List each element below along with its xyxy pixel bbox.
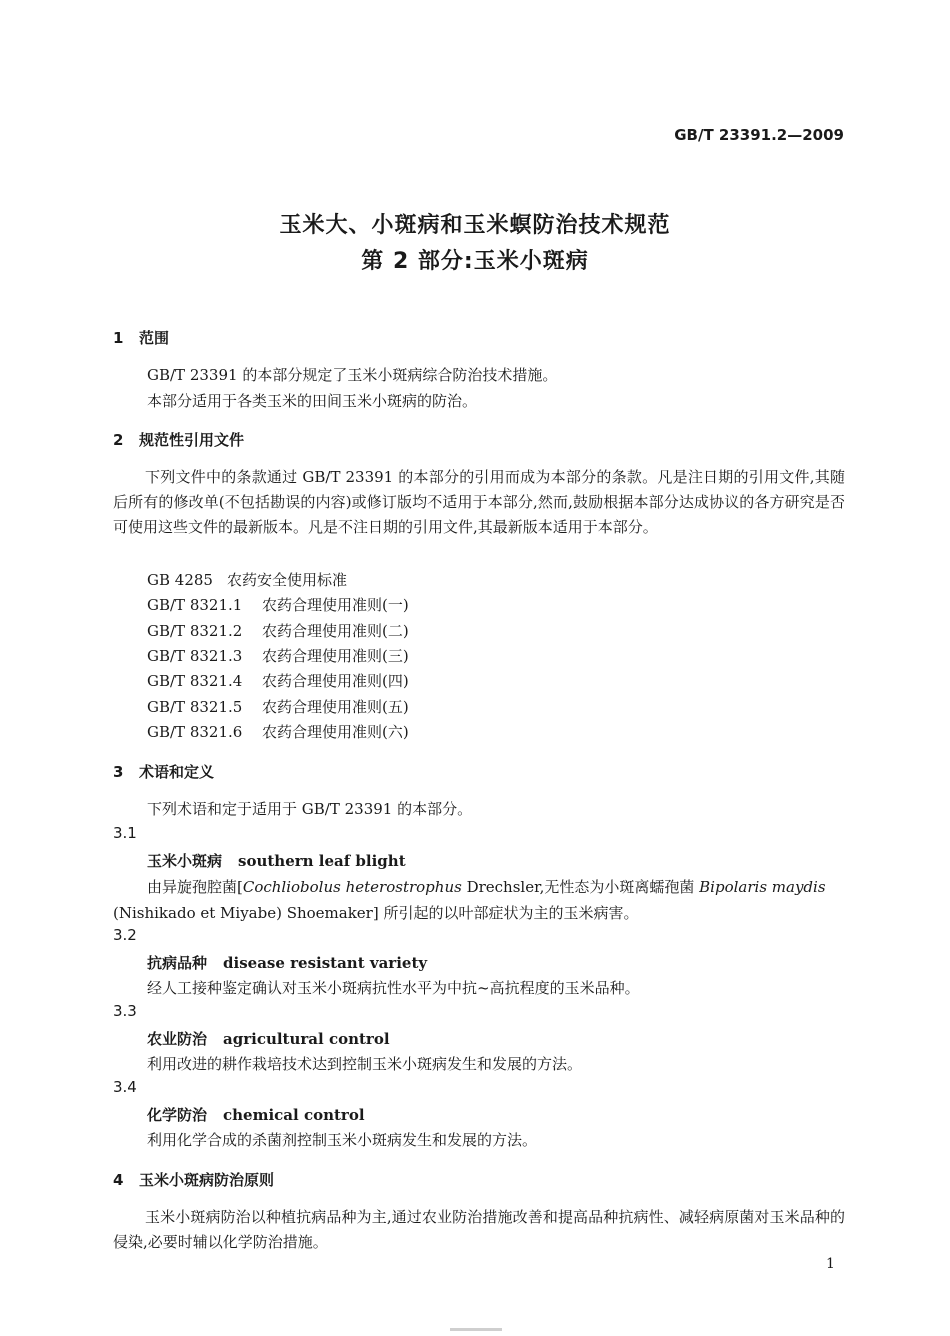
section-3-heading bbox=[113, 761, 214, 782]
section-title: 玉米小斑病防治原则 bbox=[139, 1171, 275, 1189]
section-1-paragraph-1: GB/T 23391 的本部分规定了玉米小斑病综合防治技术措施。 bbox=[147, 366, 558, 384]
term-definition: 经人工接种鉴定确认对玉米小斑病抗性水平为中抗~高抗程度的玉米品种。 bbox=[147, 979, 640, 997]
reference-title: 农药合理使用准则(四) bbox=[262, 672, 409, 690]
standard-code: GB/T 23391.2—2009 bbox=[674, 126, 844, 144]
term-definition: 利用化学合成的杀菌剂控制玉米小斑病发生和发展的方法。 bbox=[147, 1131, 538, 1149]
term-definition: 利用改进的耕作栽培技术达到控制玉米小斑病发生和发展的方法。 bbox=[147, 1055, 583, 1073]
term-english: chemical control bbox=[223, 1106, 365, 1124]
reference-title: 农药安全使用标准 bbox=[227, 571, 348, 589]
section-1-heading bbox=[113, 327, 169, 348]
term-chinese: 抗病品种 bbox=[147, 954, 208, 972]
section-2-intro: 下列文件中的条款通过 GB/T 23391 的本部分的引用而成为本部分的条款。凡是注日期的引用文件,其随后所有的修改单(不包括勘误的内容)或修订版均不适用于本部分,然而,鼓励根据本部分达成协议的各方研究是否可使用这些文件的最新版本。凡是不注日期的引用文件,其最新版本适用于本部分。 bbox=[113, 468, 845, 536]
reference-code: GB/T 8321.5 bbox=[147, 698, 243, 716]
term-heading bbox=[147, 1028, 390, 1049]
footer-mark bbox=[450, 1328, 502, 1331]
term-heading bbox=[147, 1104, 365, 1125]
reference-code: GB 4285 bbox=[147, 571, 213, 589]
term-heading bbox=[147, 952, 427, 973]
reference-item bbox=[147, 569, 347, 590]
term-chinese: 农业防治 bbox=[147, 1030, 208, 1048]
reference-item bbox=[147, 645, 409, 666]
term-number: 3.2 bbox=[113, 926, 137, 944]
page-number: 1 bbox=[826, 1256, 835, 1272]
section-2-heading bbox=[113, 429, 244, 450]
term-number: 3.4 bbox=[113, 1078, 137, 1096]
term-chinese: 化学防治 bbox=[147, 1106, 208, 1124]
section-title: 范围 bbox=[139, 329, 170, 347]
term-definition-line2: (Nishikado et Miyabe) Shoemaker] 所引起的以叶部症状为主的玉米病害。 bbox=[113, 904, 639, 922]
reference-title: 农药合理使用准则(五) bbox=[262, 698, 409, 716]
section-number: 1 bbox=[113, 329, 124, 347]
term-number: 3.1 bbox=[113, 824, 137, 842]
reference-title: 农药合理使用准则(二) bbox=[262, 622, 409, 640]
reference-item bbox=[147, 696, 409, 717]
reference-item bbox=[147, 594, 409, 615]
document-title-line2: 第 2 部分:玉米小斑病 bbox=[361, 249, 589, 274]
reference-code: GB/T 8321.4 bbox=[147, 672, 243, 690]
term-chinese: 玉米小斑病 bbox=[147, 852, 223, 870]
section-4-paragraph: 玉米小斑病防治以种植抗病品种为主,通过农业防治措施改善和提高品种抗病性、减轻病原菌对玉米品种的侵染,必要时辅以化学防治措施。 bbox=[113, 1208, 845, 1251]
section-title: 术语和定义 bbox=[139, 763, 215, 781]
definition-text: 由异旋孢腔菌[ bbox=[147, 878, 243, 896]
section-3-intro: 下列术语和定于适用于 GB/T 23391 的本部分。 bbox=[147, 800, 473, 818]
section-title: 规范性引用文件 bbox=[139, 431, 245, 449]
term-heading bbox=[147, 850, 406, 871]
scientific-name: Bipolaris maydis bbox=[699, 878, 826, 896]
section-number: 3 bbox=[113, 763, 124, 781]
reference-item bbox=[147, 721, 409, 742]
reference-item bbox=[147, 670, 409, 691]
section-number: 2 bbox=[113, 431, 124, 449]
reference-code: GB/T 8321.2 bbox=[147, 622, 243, 640]
term-number: 3.3 bbox=[113, 1002, 137, 1020]
scientific-name: Cochliobolus heterostrophus bbox=[242, 878, 462, 896]
section-1-paragraph-2: 本部分适用于各类玉米的田间玉米小斑病的防治。 bbox=[147, 392, 478, 410]
reference-title: 农药合理使用准则(六) bbox=[262, 723, 409, 741]
definition-text: Drechsler,无性态为小斑离蠕孢菌 bbox=[461, 878, 700, 896]
term-definition-line1 bbox=[147, 876, 826, 897]
term-english: agricultural control bbox=[223, 1030, 390, 1048]
section-number: 4 bbox=[113, 1171, 124, 1189]
reference-code: GB/T 8321.3 bbox=[147, 647, 243, 665]
term-english: southern leaf blight bbox=[238, 852, 406, 870]
section-4-heading bbox=[113, 1169, 274, 1190]
reference-code: GB/T 8321.1 bbox=[147, 596, 243, 614]
reference-title: 农药合理使用准则(三) bbox=[262, 647, 409, 665]
reference-title: 农药合理使用准则(一) bbox=[262, 596, 409, 614]
reference-code: GB/T 8321.6 bbox=[147, 723, 243, 741]
document-title-line1: 玉米大、小斑病和玉米螟防治技术规范 bbox=[279, 213, 671, 238]
reference-item bbox=[147, 620, 409, 641]
term-english: disease resistant variety bbox=[223, 954, 428, 972]
